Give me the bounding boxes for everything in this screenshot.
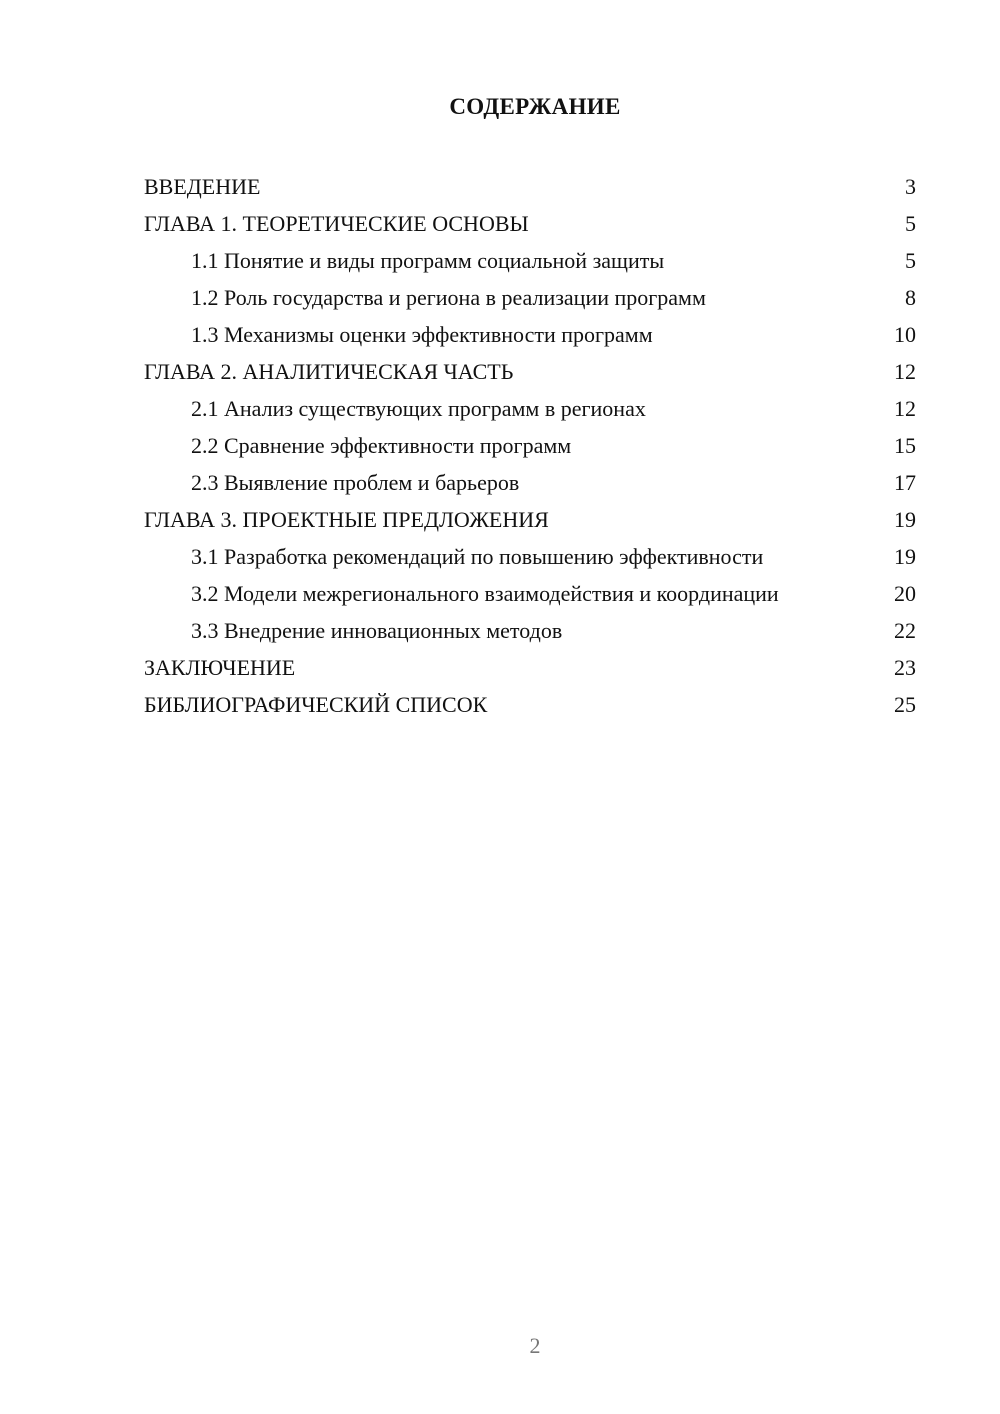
toc-entry-title: ГЛАВА 1. ТЕОРЕТИЧЕСКИЕ ОСНОВЫ xyxy=(144,210,529,236)
toc-entry-title: ВВЕДЕНИЕ xyxy=(144,173,261,199)
toc-entry-title: ГЛАВА 2. АНАЛИТИЧЕСКАЯ ЧАСТЬ xyxy=(144,358,514,384)
toc-entry-title: 1.2 Роль государства и региона в реализации программ xyxy=(191,284,706,310)
toc-entry-page: 12 xyxy=(894,358,916,384)
toc-entry-bibliography[interactable] xyxy=(144,686,920,723)
toc-entry-section-3-1[interactable] xyxy=(144,538,920,575)
toc-entry-page: 22 xyxy=(894,617,916,643)
toc-entry-section-2-1[interactable] xyxy=(144,390,920,427)
table-of-contents xyxy=(144,168,920,723)
toc-entry-page: 20 xyxy=(894,580,916,606)
toc-entry-title: ЗАКЛЮЧЕНИЕ xyxy=(144,654,296,680)
toc-entry-title: 1.1 Понятие и виды программ социальной защиты xyxy=(191,247,665,273)
toc-entry-conclusion[interactable] xyxy=(144,649,920,686)
toc-entry-chapter-2[interactable] xyxy=(144,353,920,390)
toc-entry-section-3-2[interactable] xyxy=(144,575,920,612)
toc-entry-chapter-1[interactable] xyxy=(144,205,920,242)
toc-entry-chapter-3[interactable] xyxy=(144,501,920,538)
toc-entry-introduction[interactable] xyxy=(144,168,920,205)
toc-entry-section-1-1[interactable] xyxy=(144,242,920,279)
toc-entry-title: 1.3 Механизмы оценки эффективности программ xyxy=(191,321,653,347)
toc-entry-page: 10 xyxy=(894,321,916,347)
toc-entry-page: 17 xyxy=(894,469,916,495)
toc-entry-section-2-3[interactable] xyxy=(144,464,920,501)
toc-entry-title: 2.2 Сравнение эффективности программ xyxy=(191,432,572,458)
toc-entry-page: 25 xyxy=(894,691,916,717)
toc-entry-title: 2.1 Анализ существующих программ в регионах xyxy=(191,395,646,421)
toc-entry-title: 2.3 Выявление проблем и барьеров xyxy=(191,469,520,495)
toc-entry-page: 19 xyxy=(894,543,916,569)
page-number: 2 xyxy=(529,1333,541,1358)
toc-entry-section-1-3[interactable] xyxy=(144,316,920,353)
toc-entry-title: БИБЛИОГРАФИЧЕСКИЙ СПИСОК xyxy=(144,691,488,717)
toc-entry-section-2-2[interactable] xyxy=(144,427,920,464)
toc-entry-page: 5 xyxy=(905,210,916,236)
toc-entry-title: 3.3 Внедрение инновационных методов xyxy=(191,617,563,643)
toc-entry-page: 19 xyxy=(894,506,916,532)
toc-entry-page: 15 xyxy=(894,432,916,458)
toc-entry-page: 3 xyxy=(905,173,916,199)
toc-entry-section-1-2[interactable] xyxy=(144,279,920,316)
toc-entry-section-3-3[interactable] xyxy=(144,612,920,649)
toc-entry-page: 8 xyxy=(905,284,916,310)
page-title: СОДЕРЖАНИЕ xyxy=(449,94,621,119)
toc-entry-page: 12 xyxy=(894,395,916,421)
toc-entry-page: 23 xyxy=(894,654,916,680)
toc-entry-title: 3.2 Модели межрегионального взаимодействия и координации xyxy=(191,580,779,606)
toc-entry-title: 3.1 Разработка рекомендаций по повышению эффективности xyxy=(191,543,764,569)
toc-entry-title: ГЛАВА 3. ПРОЕКТНЫЕ ПРЕДЛОЖЕНИЯ xyxy=(144,506,549,532)
toc-entry-page: 5 xyxy=(905,247,916,273)
